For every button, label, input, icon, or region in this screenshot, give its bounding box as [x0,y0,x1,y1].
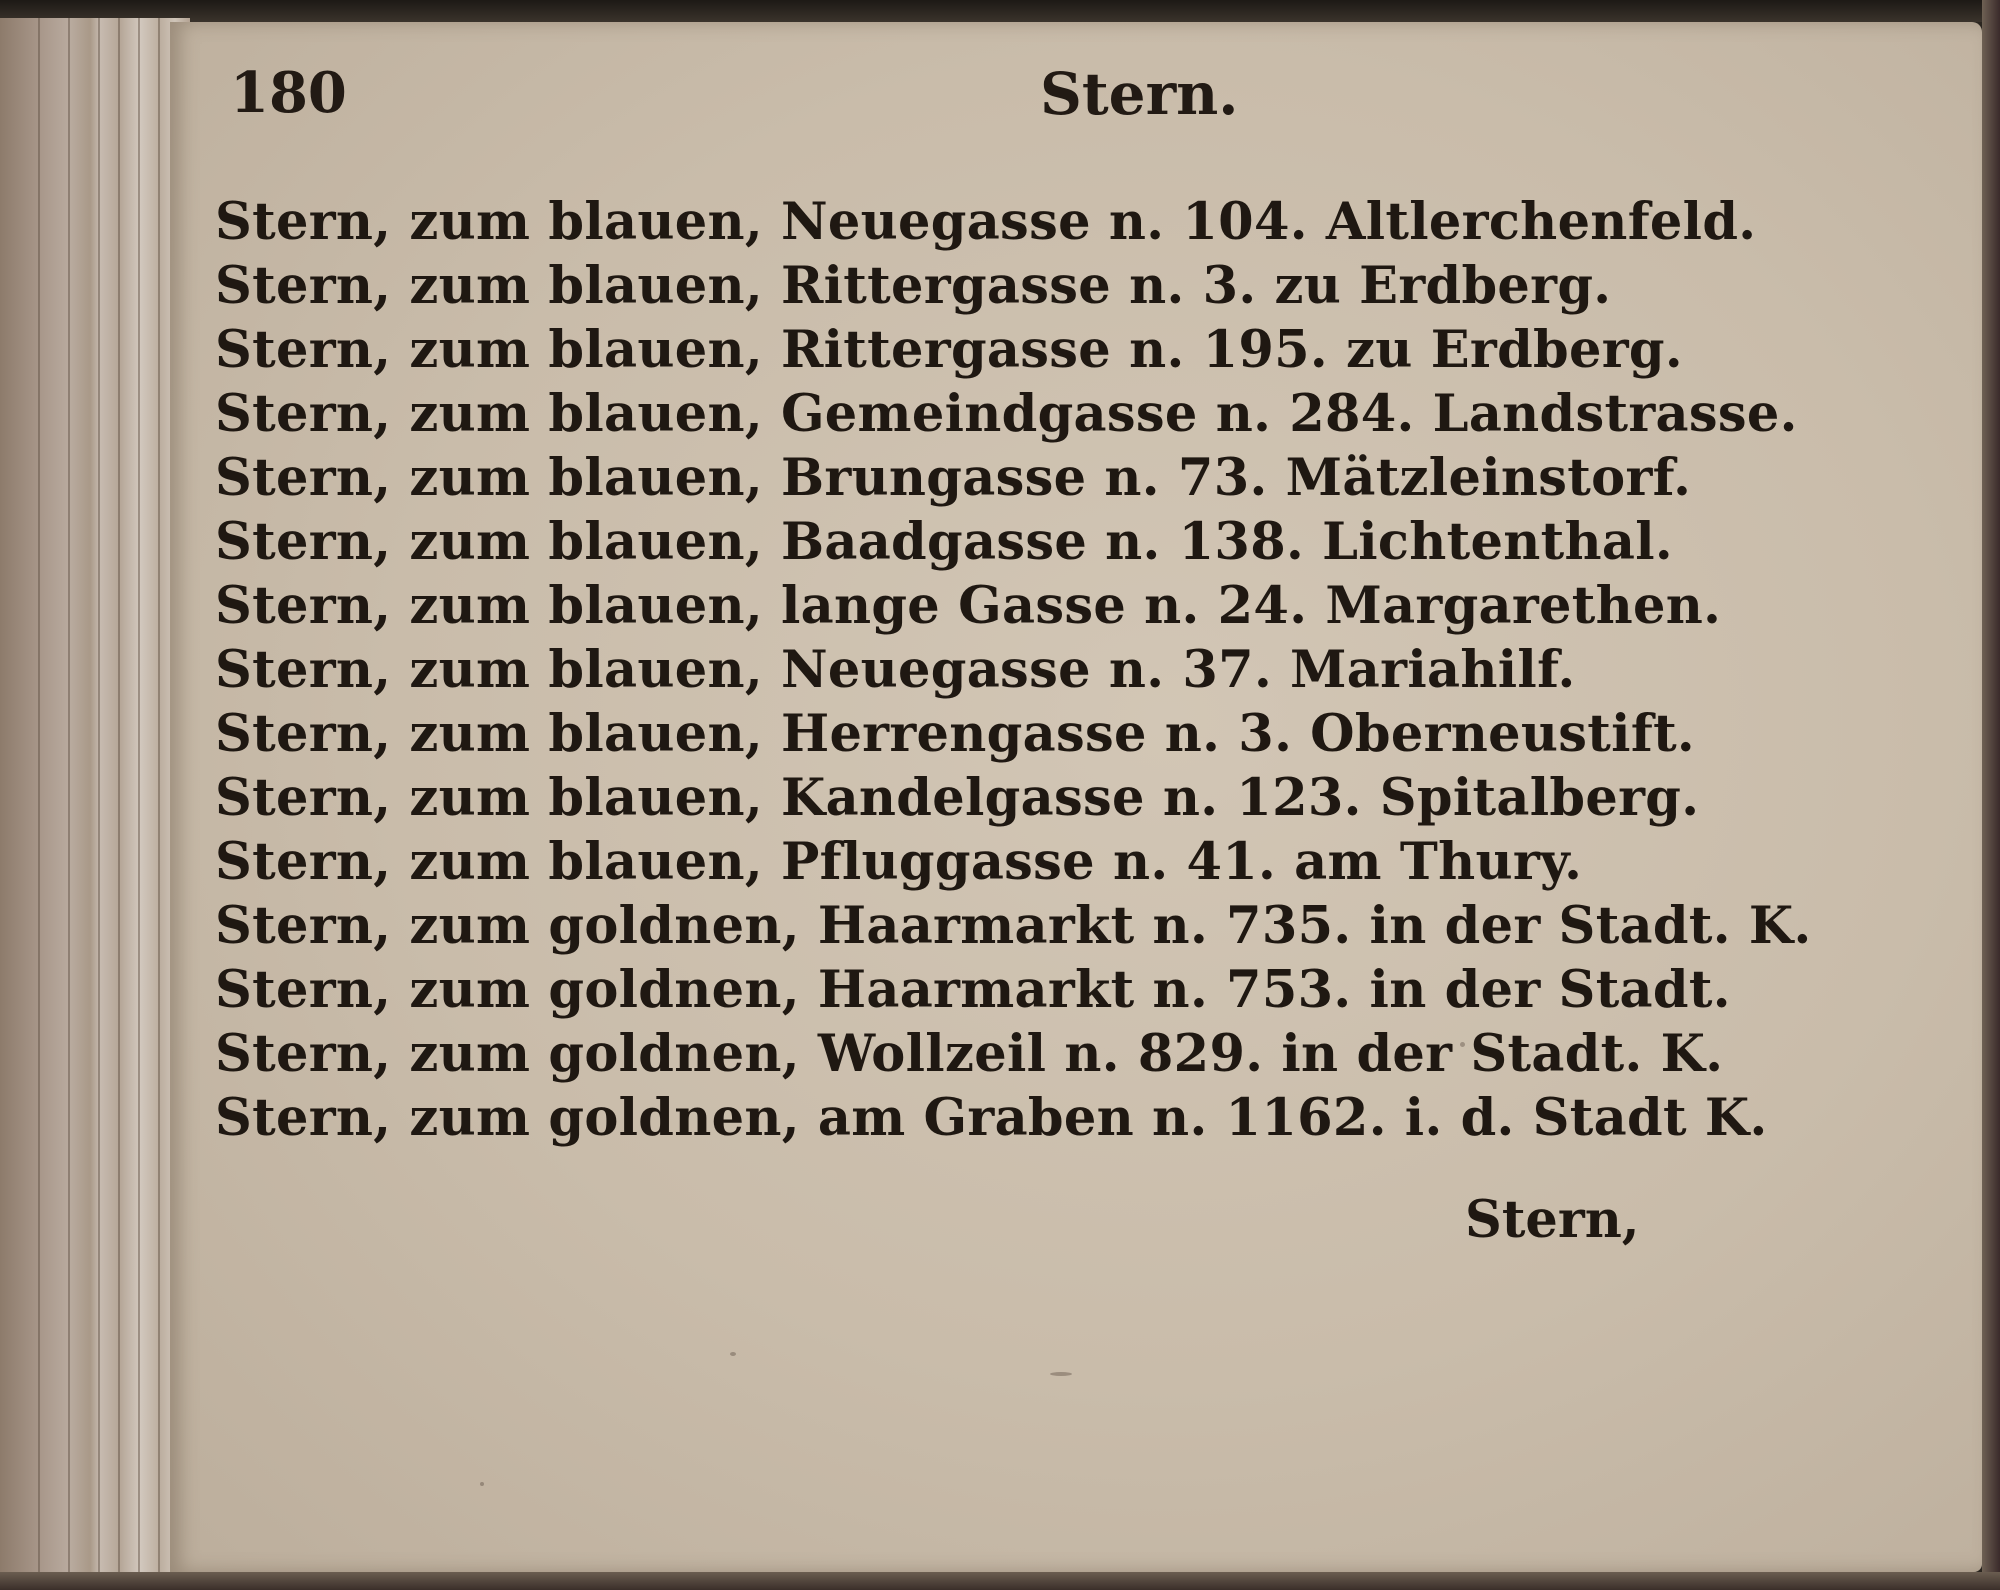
page-edge-line [138,18,140,1590]
page-edge-line [98,18,100,1590]
directory-entries [215,190,1915,1150]
directory-entry: Stern, zum blauen, Rittergasse n. 195. zu Erdberg. [215,320,1683,380]
directory-entry: Stern, zum blauen, lange Gasse n. 24. Margarethen. [215,576,1722,636]
paper-speck [480,1482,484,1486]
page-edge-line [68,18,70,1590]
running-head: Stern. [1040,60,1239,128]
directory-entry: Stern, zum blauen, Herrengasse n. 3. Oberneustift. [215,704,1695,764]
directory-entry: Stern, zum blauen, Gemeindgasse n. 284. Landstrasse. [215,384,1798,444]
page-edge-line [118,18,120,1590]
directory-entry: Stern, zum blauen, Neuegasse n. 104. Altlerchenfeld. [215,192,1757,252]
directory-entry: Stern, zum blauen, Brungasse n. 73. Mätzleinstorf. [215,448,1692,508]
page-edge-line [158,18,160,1590]
directory-entry: Stern, zum goldnen, Haarmarkt n. 735. in der Stadt. K. [215,896,1812,956]
book-bottom-shadow [0,1572,2000,1590]
directory-entry: Stern, zum blauen, Rittergasse n. 3. zu Erdberg. [215,256,1612,316]
directory-entry: Stern, zum blauen, Baadgasse n. 138. Lichtenthal. [215,512,1673,572]
paper-speck [1050,1372,1072,1376]
page-edge-line [38,18,40,1590]
book-right-shadow [1982,0,2000,1590]
page-header [230,60,1530,140]
directory-entry: Stern, zum goldnen, am Graben n. 1162. i. d. Stadt K. [215,1088,1768,1148]
book-top-shadow [0,0,2000,22]
directory-entry: Stern, zum goldnen, Wollzeil n. 829. in der Stadt. K. [215,1024,1724,1084]
paper-speck [730,1352,736,1356]
directory-entry: Stern, zum blauen, Pfluggasse n. 41. am Thury. [215,832,1583,892]
directory-entry: Stern, zum blauen, Kandelgasse n. 123. Spitalberg. [215,768,1700,828]
page-number: 180 [230,60,347,126]
catchword: Stern, [1465,1190,1640,1250]
directory-entry: Stern, zum goldnen, Haarmarkt n. 753. in der Stadt. [215,960,1731,1020]
page-stack-edge [0,18,190,1590]
directory-entry: Stern, zum blauen, Neuegasse n. 37. Mariahilf. [215,640,1576,700]
